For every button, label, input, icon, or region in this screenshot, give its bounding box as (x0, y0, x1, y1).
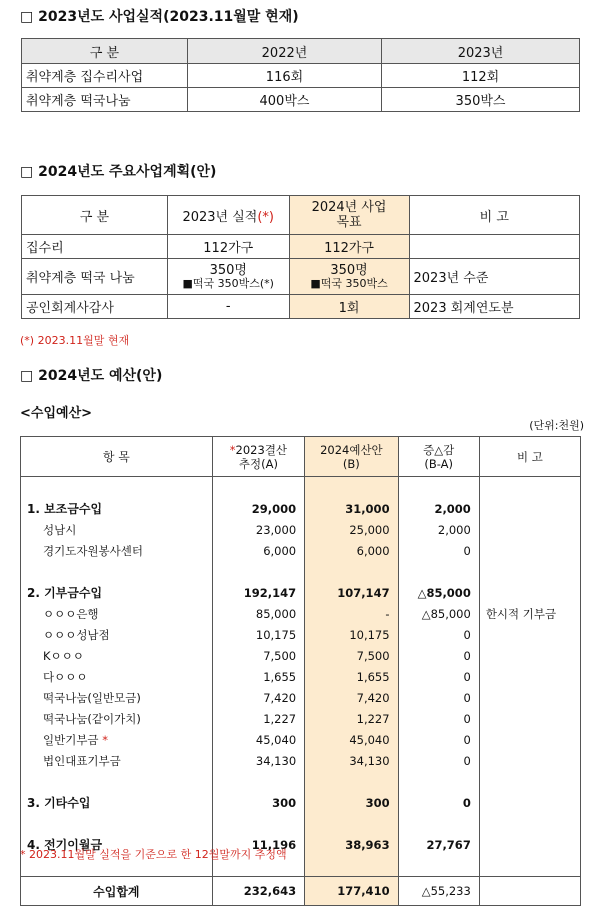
cell-line: ■떡국 350박스 (310, 276, 388, 290)
cell-2023 (167, 259, 289, 295)
table-row (21, 708, 581, 729)
cell-b: 7,420 (305, 687, 398, 708)
cell-note (479, 666, 580, 687)
header-cell (167, 196, 289, 235)
cell-a: 7,420 (212, 687, 304, 708)
footnote-marker: * (102, 732, 108, 747)
row-label (21, 603, 213, 624)
cell-c: 27,767 (398, 834, 479, 855)
section2-title: □ 2024년도 주요사업계획(안) (20, 164, 217, 180)
table-header-row (22, 196, 580, 235)
row-label (21, 624, 213, 645)
cell-note: 한시적 기부금 (485, 606, 557, 621)
cell-a: 23,000 (212, 519, 304, 540)
table-row (22, 295, 580, 319)
cell-2022: 400박스 (187, 88, 381, 112)
cell-c: 2,000 (398, 519, 479, 540)
cell-b: - (305, 603, 398, 624)
row-label-text: 3. 기타수입 (27, 796, 91, 810)
row-label-text: 다ㅇㅇㅇ (43, 669, 88, 684)
budget-table (20, 436, 581, 906)
cell-note (479, 498, 580, 519)
cell-b: 7,500 (305, 645, 398, 666)
header-cell: 2023년 (382, 39, 580, 64)
section1-title: □ 2023년도 사업실적(2023.11월말 현재) (20, 9, 299, 25)
row-label-text: ㅇㅇㅇ성남점 (43, 627, 110, 642)
row-label (21, 582, 213, 603)
header-cell (289, 196, 409, 235)
row-label-text: 떡국나눔(일반모금) (43, 690, 141, 705)
row-label: 집수리 (22, 235, 168, 259)
header-cell (305, 437, 398, 477)
row-label (21, 645, 213, 666)
cell-c: △85,000 (398, 603, 479, 624)
cell-c: △85,000 (398, 582, 479, 603)
total-row (21, 877, 581, 906)
row-label-text: Kㅇㅇㅇ (43, 648, 84, 663)
section2-footnote: (*) 2023.11월말 현재 (20, 334, 130, 347)
row-label (21, 687, 213, 708)
cell-2022: 116회 (187, 64, 381, 88)
cell-a: 300 (212, 792, 304, 813)
cell-b: 25,000 (305, 519, 398, 540)
row-label (21, 666, 213, 687)
table-row (22, 88, 580, 112)
header-cell: 구 분 (22, 39, 188, 64)
table-row (22, 235, 580, 259)
cell-b: 107,147 (305, 582, 398, 603)
cell-c: 0 (398, 624, 479, 645)
cell-2023: 350박스 (382, 88, 580, 112)
cell-b: 34,130 (305, 750, 398, 771)
cell-note: 2023년 수준 (409, 259, 579, 295)
table-header-row (21, 437, 581, 477)
header-line: 목표 (336, 215, 362, 230)
header-text: 2023년 실적 (182, 209, 258, 225)
header-cell: 구 분 (22, 196, 168, 235)
row-label: 공인회계사감사 (22, 295, 168, 319)
header-cell (212, 437, 304, 477)
row-label (21, 792, 213, 813)
row-label (21, 750, 213, 771)
header-cell: 비 고 (409, 196, 579, 235)
row-label: 취약계층 떡국나눔 (22, 88, 188, 112)
footnote-marker: (*) (257, 209, 275, 225)
cell-2023: - (167, 295, 289, 319)
cell-b: 45,040 (305, 729, 398, 750)
cell-b: 38,963 (305, 834, 398, 855)
cell-2024 (289, 259, 409, 295)
row-label-text: 2. 기부금수입 (27, 586, 103, 600)
cell-b: 300 (305, 792, 398, 813)
cell-c: 0 (398, 645, 479, 666)
cell-c: 0 (398, 750, 479, 771)
cell-a: 45,040 (212, 729, 304, 750)
cell-b: 6,000 (305, 540, 398, 561)
cell-note (479, 708, 580, 729)
cell-note (409, 235, 579, 259)
table-row (21, 666, 581, 687)
header-line: (B) (342, 456, 360, 471)
cell-a: 29,000 (212, 498, 304, 519)
cell-2024: 112가구 (289, 235, 409, 259)
table-row (21, 582, 581, 603)
row-label (21, 498, 213, 519)
cell-line: 350명 (330, 262, 368, 278)
unit-label: (단위:천원) (529, 419, 584, 432)
row-label (21, 540, 213, 561)
table-row (21, 729, 581, 750)
plan-table (21, 195, 580, 319)
row-label-text: ㅇㅇㅇ은행 (43, 606, 99, 621)
cell-c: 0 (398, 540, 479, 561)
cell-c: 0 (398, 666, 479, 687)
row-label-text: 1. 보조금수입 (27, 502, 103, 516)
spacer-row (21, 477, 581, 499)
header-cell: 항 목 (21, 437, 213, 477)
cell-2023: 112가구 (167, 235, 289, 259)
header-line: 증△감 (423, 442, 455, 457)
row-label-text: 4. 전기이월금 (27, 838, 103, 852)
cell-c: 0 (398, 687, 479, 708)
cell-note (479, 540, 580, 561)
total-label: 수입합계 (21, 877, 213, 906)
footnote-marker: * (229, 442, 236, 457)
section3-footnote: * 2023.11월말 실적을 기준으로 한 12월말까지 추정액 (20, 848, 287, 861)
cell-line: ■떡국 350박스(*) (182, 276, 274, 290)
table-row (21, 792, 581, 813)
row-label-text: 경기도자원봉사센터 (43, 543, 143, 558)
spacer-row (21, 771, 581, 792)
row-label: 취약계층 떡국 나눔 (22, 259, 168, 295)
header-line: 2024년 사업 (311, 200, 387, 215)
table-row (21, 498, 581, 519)
table-row (21, 519, 581, 540)
spacer-row (21, 813, 581, 834)
cell-line: 350명 (209, 262, 247, 278)
row-label: 취약계층 집수리사업 (22, 64, 188, 88)
header-cell: 비 고 (516, 449, 543, 464)
total-c: △55,233 (398, 877, 479, 906)
header-line: 2024예산안 (320, 442, 383, 457)
table-row (21, 645, 581, 666)
cell-b: 10,175 (305, 624, 398, 645)
budget-body (21, 498, 581, 855)
cell-note: 2023 회계연도분 (409, 295, 579, 319)
row-label-text: 성남시 (43, 522, 77, 537)
header-text: 2023결산 (235, 442, 288, 457)
cell-a: 192,147 (212, 582, 304, 603)
cell-b: 1,227 (305, 708, 398, 729)
cell-note (479, 582, 580, 603)
cell-c: 0 (398, 792, 479, 813)
cell-a: 34,130 (212, 750, 304, 771)
table-row (21, 624, 581, 645)
row-label (21, 519, 213, 540)
row-label (21, 729, 213, 750)
cell-note (479, 729, 580, 750)
table-row (22, 259, 580, 295)
cell-note (479, 624, 580, 645)
header-line: 추정(A) (238, 456, 278, 471)
cell-a: 7,500 (212, 645, 304, 666)
cell-a: 11,196 (212, 834, 304, 855)
cell-b: 31,000 (305, 498, 398, 519)
cell-c: 0 (398, 708, 479, 729)
cell-c: 0 (398, 729, 479, 750)
row-label-text: 법인대표기부금 (43, 753, 121, 768)
cell-a: 85,000 (212, 603, 304, 624)
section3-subtitle: <수입예산> (20, 406, 93, 421)
cell-note (479, 834, 580, 855)
section3-title: □ 2024년도 예산(안) (20, 368, 163, 384)
header-cell: 2022년 (187, 39, 381, 64)
table-header-row (22, 39, 580, 64)
table-row (22, 64, 580, 88)
total-b: 177,410 (305, 877, 398, 906)
header-cell (398, 437, 479, 477)
cell-2024: 1회 (289, 295, 409, 319)
table-row (21, 687, 581, 708)
cell-a: 1,227 (212, 708, 304, 729)
cell-a: 10,175 (212, 624, 304, 645)
row-label-text: 떡국나눔(같이가치) (43, 711, 141, 726)
table-row (21, 540, 581, 561)
row-label (21, 708, 213, 729)
header-line: (B-A) (424, 456, 454, 471)
cell-c: 2,000 (398, 498, 479, 519)
spacer-row (21, 561, 581, 582)
cell-note (479, 645, 580, 666)
total-a: 232,643 (212, 877, 304, 906)
cell-note (479, 519, 580, 540)
cell-a: 1,655 (212, 666, 304, 687)
cell-2023: 112회 (382, 64, 580, 88)
table-row (21, 603, 581, 624)
header-line (216, 443, 301, 457)
cell-note (479, 687, 580, 708)
cell-note (479, 750, 580, 771)
row-label-text: 일반기부금 (43, 732, 99, 747)
performance-table (21, 38, 580, 112)
table-row (21, 750, 581, 771)
cell-b: 1,655 (305, 666, 398, 687)
cell-note (479, 792, 580, 813)
cell-a: 6,000 (212, 540, 304, 561)
